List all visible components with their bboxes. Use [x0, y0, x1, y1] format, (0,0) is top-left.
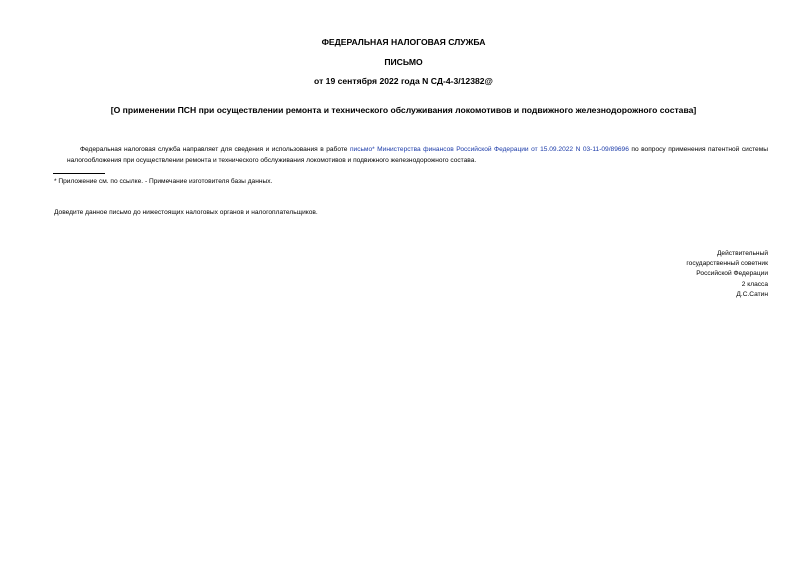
- signature-rank-line4: 2 класса: [741, 280, 768, 288]
- signature-name: Д.С.Сатин: [736, 290, 768, 298]
- paragraph-instruction: Доведите данное письмо до нижестоящих налоговых органов и налогоплательщиков.: [54, 209, 318, 216]
- footnote-divider: [53, 173, 105, 174]
- signature-rank-line2: государственный советник: [686, 260, 768, 268]
- signature-rank-line1: Действительный: [716, 250, 768, 257]
- footnote-text: * Приложение см. по ссылке. - Примечание изготовителя базы данных.: [54, 178, 273, 185]
- signature-block: [686, 249, 768, 300]
- document-title: [О применении ПСН при осуществлении ремонта и технического обслуживания локомотивов и подвижного железнодорожного состава]: [110, 105, 697, 115]
- agency-name: ФЕДЕРАЛЬНАЯ НАЛОГОВАЯ СЛУЖБА: [321, 37, 486, 47]
- paragraph-main: [67, 145, 768, 166]
- document-date-number: от 19 сентября 2022 года N СД-4-3/12382@: [314, 76, 493, 86]
- document-type: ПИСЬМО: [384, 57, 423, 67]
- paragraph-main-start: Федеральная налоговая служба направляет для сведения и использования в работе: [80, 146, 350, 153]
- signature-rank-line3: Российской Федерации: [696, 270, 768, 278]
- paragraph-main-end: по вопросу применения патентной системы налогообложения при осуществлении ремонта и технического обслуживания локомотивов и подвижного железнодорожного состава.: [67, 146, 769, 164]
- ministry-letter-link[interactable]: письмо* Министерства финансов Российской Федерации от 15.09.2022 N 03-11-09/89696: [349, 146, 629, 153]
